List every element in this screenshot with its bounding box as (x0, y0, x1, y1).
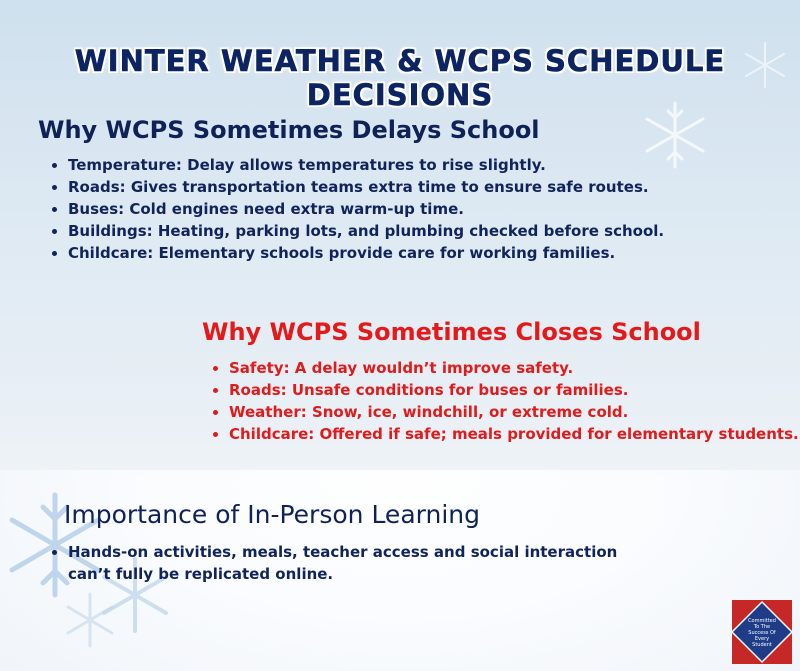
logo-text (730, 618, 794, 648)
delay-heading: Why WCPS Sometimes Delays School (38, 116, 540, 144)
list-item: • Roads: Gives transportation teams extra time to ensure safe routes. (68, 176, 664, 198)
close-heading: Why WCPS Sometimes Closes School (202, 318, 701, 346)
list-item: • Roads: Unsafe conditions for buses or families. (229, 379, 799, 401)
list-item: • Buildings: Heating, parking lots, and plumbing checked before school. (68, 220, 664, 242)
learning-heading: Importance of In-Person Learning (64, 500, 480, 529)
logo-line: To The (753, 624, 771, 630)
list-item: • Hands-on activities, meals, teacher access and social interaction can’t fully be replicated online. (68, 541, 628, 585)
learning-list (48, 541, 628, 585)
list-item: • Safety: A delay wouldn’t improve safety. (229, 357, 799, 379)
logo-line: Every (754, 636, 770, 642)
page-title: WINTER WEATHER & WCPS SCHEDULE DECISIONS (74, 44, 726, 112)
list-item: • Temperature: Delay allows temperatures to rise slightly. (68, 154, 664, 176)
list-item: • Childcare: Offered if safe; meals provided for elementary students. (229, 423, 799, 445)
logo-line: Student (752, 642, 772, 648)
wcps-logo (730, 598, 794, 666)
list-item: • Childcare: Elementary schools provide care for working families. (68, 242, 664, 264)
list-item: • Weather: Snow, ice, windchill, or extreme cold. (229, 401, 799, 423)
logo-line: Success Of (748, 630, 776, 636)
delay-list (48, 154, 664, 264)
snowflake-icon (60, 590, 120, 650)
list-item: • Buses: Cold engines need extra warm-up time. (68, 198, 664, 220)
logo-line: Committed (748, 618, 776, 624)
close-list (209, 357, 799, 445)
